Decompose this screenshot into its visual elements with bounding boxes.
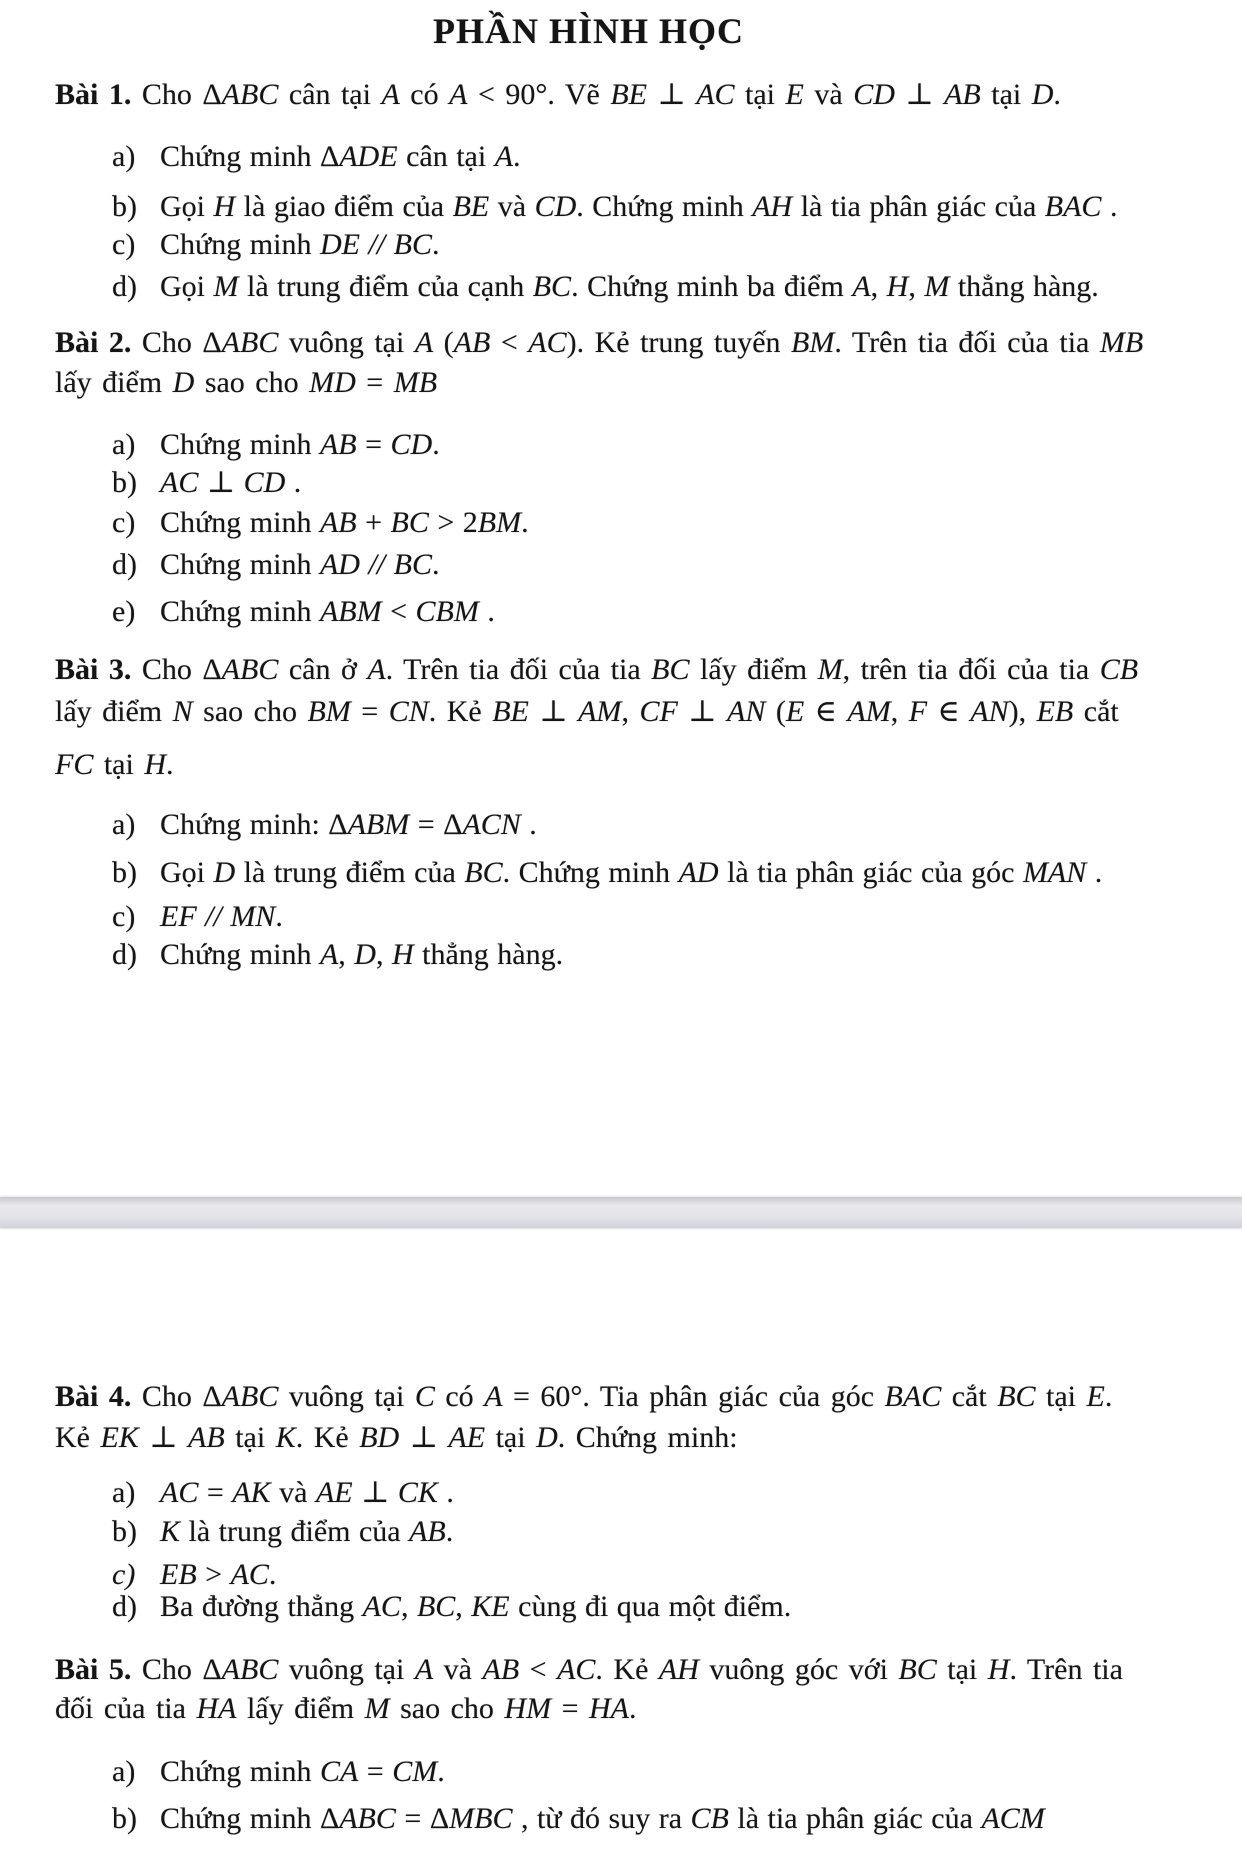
item-letter: c) (112, 1558, 136, 1591)
problem-3-item-d (112, 938, 563, 972)
problem-3-item-b (112, 856, 1102, 890)
item-text: Chứng minh CA = CM. (160, 1755, 445, 1788)
item-letter: b) (112, 1515, 137, 1548)
problem-5-intro-line-1: Bài 5. Cho ΔABC vuông tại A và AB < AC. Kẻ AH vuông góc với BC tại H. Trên tia (55, 1653, 1123, 1686)
item-letter: d) (112, 1590, 137, 1623)
problem-2-item-c (112, 506, 529, 540)
item-letter: b) (112, 466, 137, 499)
problem-2-item-d (112, 548, 439, 582)
item-text: Chứng minh DE // BC. (160, 228, 440, 261)
page-separator (0, 1197, 1242, 1228)
item-letter: c) (112, 228, 136, 261)
problem-3-intro-line-1: Bài 3. Cho ΔABC cân ở A. Trên tia đối của tia BC lấy điểm M, trên tia đối của tia CB (55, 653, 1139, 686)
item-letter: a) (112, 140, 136, 173)
problem-2-item-b (112, 466, 301, 500)
item-text: AC ⊥ CD . (160, 466, 302, 499)
item-letter: a) (112, 428, 136, 461)
item-letter: b) (112, 1802, 137, 1835)
item-text: Chứng minh AB + BC > 2BM. (160, 506, 529, 539)
problem-1-item-d (112, 270, 1099, 304)
problem-3-item-c (112, 900, 283, 934)
item-letter: d) (112, 548, 137, 581)
item-letter: a) (112, 1476, 136, 1509)
item-letter: e) (112, 595, 136, 628)
item-text: Chứng minh: ΔABM = ΔACN . (160, 808, 537, 841)
problem-4-item-b (112, 1515, 453, 1549)
item-text: EB > AC. (160, 1558, 277, 1591)
problem-1-item-b (112, 190, 1117, 224)
item-letter: a) (112, 1755, 136, 1788)
problem-3-intro-line-2: lấy điểm N sao cho BM = CN. Kẻ BE ⊥ AM, CF ⊥ AN (E ∈ AM, F ∈ AN), EB cắt (55, 695, 1119, 728)
problem-1-item-a (112, 140, 521, 174)
problem-5-item-a (112, 1755, 445, 1789)
problem-4-intro-line-1: Bài 4. Cho ΔABC vuông tại C có A = 60°. Tia phân giác của góc BAC cắt BC tại E. (55, 1380, 1113, 1413)
problem-3-item-a (112, 808, 537, 842)
item-text: Chứng minh ΔABC = ΔMBC , từ đó suy ra CB là tia phân giác của ACM (160, 1802, 1045, 1835)
item-letter: a) (112, 808, 136, 841)
page-title: PHẦN HÌNH HỌC (432, 11, 744, 51)
item-text: Chứng minh AB = CD. (160, 428, 440, 461)
problem-4-item-c (112, 1558, 276, 1592)
problem-5-intro-line-2: đối của tia HA lấy điểm M sao cho HM = HA. (55, 1692, 637, 1725)
problem-3-intro-line-3: FC tại H. (55, 748, 174, 781)
problem-5-item-b (112, 1802, 1045, 1836)
item-text: EF // MN. (160, 900, 283, 933)
item-letter: b) (112, 856, 137, 889)
problem-2-intro-line-2: lấy điểm D sao cho MD = MB (55, 366, 438, 399)
problem-1-intro-line-1: Bài 1. Cho ΔABC cân tại A có A < 90°. Vẽ BE ⊥ AC tại E và CD ⊥ AB tại D. (55, 78, 1061, 111)
item-text: AC = AK và AE ⊥ CK . (160, 1476, 454, 1509)
item-letter: c) (112, 900, 136, 933)
problem-2-intro-line-1: Bài 2. Cho ΔABC vuông tại A (AB < AC). Kẻ trung tuyến BM. Trên tia đối của tia MB (55, 326, 1144, 359)
item-text: Chứng minh A, D, H thẳng hàng. (160, 938, 564, 971)
problem-1-item-c (112, 228, 439, 262)
item-text: Chứng minh ΔADE cân tại A. (160, 140, 521, 173)
problem-4-item-a (112, 1476, 454, 1510)
item-text: Ba đường thẳng AC, BC, KE cùng đi qua một điểm. (160, 1590, 792, 1623)
problem-4-item-d (112, 1590, 791, 1624)
item-letter: c) (112, 506, 136, 539)
item-letter: b) (112, 190, 137, 223)
item-letter: d) (112, 938, 137, 971)
item-text: Gọi D là trung điểm của BC. Chứng minh AD là tia phân giác của góc MAN . (160, 856, 1103, 889)
item-letter: d) (112, 270, 137, 303)
problem-2-item-e (112, 595, 495, 629)
problem-2-item-a (112, 428, 440, 462)
item-text: Chứng minh AD // BC. (160, 548, 440, 581)
item-text: Gọi H là giao điểm của BE và CD. Chứng minh AH là tia phân giác của BAC . (160, 190, 1118, 223)
problem-4-intro-line-2: Kẻ EK ⊥ AB tại K. Kẻ BD ⊥ AE tại D. Chứng minh: (55, 1421, 738, 1454)
item-text: Chứng minh ABM < CBM . (160, 595, 495, 628)
item-text: K là trung điểm của AB. (160, 1515, 454, 1548)
item-text: Gọi M là trung điểm của cạnh BC. Chứng minh ba điểm A, H, M thẳng hàng. (160, 270, 1099, 303)
